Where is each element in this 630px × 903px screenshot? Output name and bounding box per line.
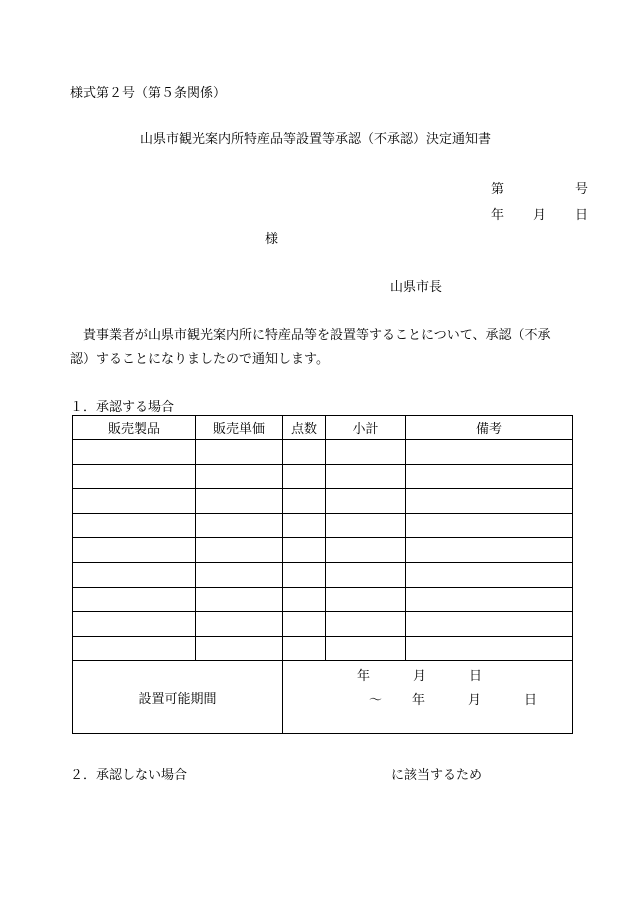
- period-end-year: 年: [412, 693, 426, 709]
- cell-unit-price[interactable]: [196, 464, 283, 489]
- document-title: 山県市観光案内所特産品等設置等承認（不承認）決定通知書: [140, 132, 492, 147]
- cell-remarks[interactable]: [406, 562, 573, 587]
- cell-subtotal[interactable]: [326, 489, 406, 514]
- col-header-subtotal: 小計: [326, 416, 406, 440]
- table-row: [73, 464, 573, 489]
- cell-remarks[interactable]: [406, 587, 573, 612]
- cell-remarks[interactable]: [406, 489, 573, 514]
- cell-remarks[interactable]: [406, 636, 573, 661]
- cell-subtotal[interactable]: [326, 440, 406, 465]
- cell-unit-price[interactable]: [196, 440, 283, 465]
- cell-remarks[interactable]: [406, 464, 573, 489]
- date-month: 月: [533, 208, 547, 223]
- period-label: 設置可能期間: [73, 661, 283, 734]
- table-row: [73, 636, 573, 661]
- cell-product[interactable]: [73, 440, 196, 465]
- cell-count[interactable]: [283, 489, 326, 514]
- date-day: 日: [575, 208, 589, 223]
- cell-remarks[interactable]: [406, 440, 573, 465]
- cell-subtotal[interactable]: [326, 464, 406, 489]
- period-start-month: 月: [413, 669, 427, 685]
- table-row: [73, 562, 573, 587]
- section2-suffix: に該当するため: [391, 768, 483, 783]
- cell-count[interactable]: [283, 538, 326, 563]
- cell-unit-price[interactable]: [196, 562, 283, 587]
- cell-subtotal[interactable]: [326, 538, 406, 563]
- table-header-row: [73, 416, 573, 440]
- col-header-count: 点数: [283, 416, 326, 440]
- cell-subtotal[interactable]: [326, 636, 406, 661]
- period-end-month: 月: [468, 693, 482, 709]
- table-row: [73, 587, 573, 612]
- cell-product[interactable]: [73, 489, 196, 514]
- cell-remarks[interactable]: [406, 513, 573, 538]
- table-row: [73, 538, 573, 563]
- cell-unit-price[interactable]: [196, 636, 283, 661]
- col-header-remarks: 備考: [406, 416, 573, 440]
- period-dates[interactable]: [283, 661, 573, 734]
- cell-product[interactable]: [73, 513, 196, 538]
- section1-heading: １．承認する場合: [70, 400, 175, 415]
- body-line-2: 認）することになりましたので通知します。: [70, 352, 329, 367]
- table-row: [73, 440, 573, 465]
- cell-unit-price[interactable]: [196, 587, 283, 612]
- cell-product[interactable]: [73, 587, 196, 612]
- col-header-unit-price: 販売単価: [196, 416, 283, 440]
- cell-product[interactable]: [73, 464, 196, 489]
- period-end-day: 日: [524, 693, 538, 709]
- period-start-year: 年: [357, 669, 371, 685]
- table-row: [73, 513, 573, 538]
- col-header-product: 販売製品: [73, 416, 196, 440]
- cell-count[interactable]: [283, 636, 326, 661]
- cell-count[interactable]: [283, 587, 326, 612]
- cell-subtotal[interactable]: [326, 562, 406, 587]
- date-year: 年: [491, 208, 505, 223]
- number-go: 号: [575, 182, 589, 197]
- cell-unit-price[interactable]: [196, 612, 283, 637]
- cell-subtotal[interactable]: [326, 612, 406, 637]
- cell-count[interactable]: [283, 612, 326, 637]
- cell-product[interactable]: [73, 562, 196, 587]
- addressee-suffix: 様: [265, 232, 279, 247]
- cell-unit-price[interactable]: [196, 538, 283, 563]
- cell-count[interactable]: [283, 464, 326, 489]
- section2-heading: ２．承認しない場合: [70, 768, 188, 783]
- cell-count[interactable]: [283, 562, 326, 587]
- period-tilde: ～: [369, 693, 383, 709]
- cell-remarks[interactable]: [406, 538, 573, 563]
- table-row: [73, 612, 573, 637]
- number-dai: 第: [491, 182, 505, 197]
- form-label: 様式第２号（第５条関係）: [70, 86, 227, 101]
- cell-product[interactable]: [73, 538, 196, 563]
- period-row: [73, 661, 573, 734]
- sender: 山県市長: [390, 280, 443, 295]
- table-row: [73, 489, 573, 514]
- cell-count[interactable]: [283, 440, 326, 465]
- approval-table: [72, 415, 573, 734]
- cell-product[interactable]: [73, 612, 196, 637]
- period-start-day: 日: [469, 669, 483, 685]
- body-line-1: 貴事業者が山県市観光案内所に特産品等を設置等することについて、承認（不承: [83, 328, 551, 343]
- cell-count[interactable]: [283, 513, 326, 538]
- cell-remarks[interactable]: [406, 612, 573, 637]
- cell-subtotal[interactable]: [326, 513, 406, 538]
- cell-unit-price[interactable]: [196, 489, 283, 514]
- cell-product[interactable]: [73, 636, 196, 661]
- cell-unit-price[interactable]: [196, 513, 283, 538]
- cell-subtotal[interactable]: [326, 587, 406, 612]
